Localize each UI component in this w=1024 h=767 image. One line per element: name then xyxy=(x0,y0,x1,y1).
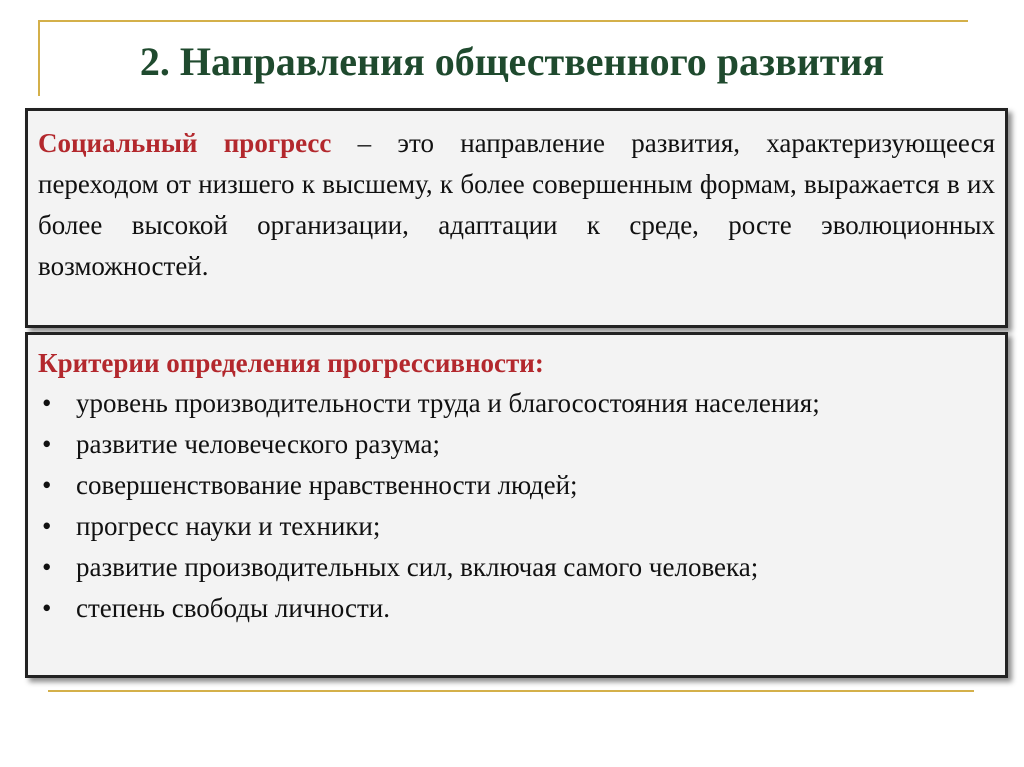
bullet-icon: • xyxy=(42,552,52,582)
decorative-top-line xyxy=(38,20,968,22)
criteria-item-text: совершенствование нравственности людей; xyxy=(76,470,578,500)
criteria-item xyxy=(38,588,995,629)
definition-paragraph xyxy=(38,123,995,287)
decorative-bottom-line xyxy=(48,690,974,692)
bullet-icon: • xyxy=(42,470,52,500)
criteria-item-text: прогресс науки и техники; xyxy=(76,511,381,541)
criteria-item xyxy=(38,547,995,588)
slide-title: 2. Направления общественного развития xyxy=(139,39,885,84)
criteria-item xyxy=(38,506,995,547)
criteria-item-text: уровень производительности труда и благосостояния населения; xyxy=(76,388,820,418)
definition-term: Социальный прогресс xyxy=(38,128,332,158)
bullet-icon: • xyxy=(42,388,52,418)
criteria-item xyxy=(38,383,995,424)
criteria-item-text: развитие человеческого разума; xyxy=(76,429,440,459)
definition-box xyxy=(25,108,1008,328)
criteria-item-text: развитие производительных сил, включая самого человека; xyxy=(76,552,759,582)
criteria-item xyxy=(38,424,995,465)
bullet-icon: • xyxy=(42,593,52,623)
bullet-icon: • xyxy=(42,429,52,459)
criteria-item-text: степень свободы личности. xyxy=(76,593,390,623)
definition-body: – это направление развития, характеризующееся переходом от низшего к высшему, к более совершенным формам, выражается в их более высокой организации, адаптации к среде, росте эволюционных возможностей. xyxy=(38,128,995,281)
criteria-box xyxy=(25,332,1008,678)
bullet-icon: • xyxy=(42,511,52,541)
criteria-list xyxy=(38,383,995,629)
criteria-item xyxy=(38,465,995,506)
criteria-heading: Критерии определения прогрессивности: xyxy=(38,348,544,378)
